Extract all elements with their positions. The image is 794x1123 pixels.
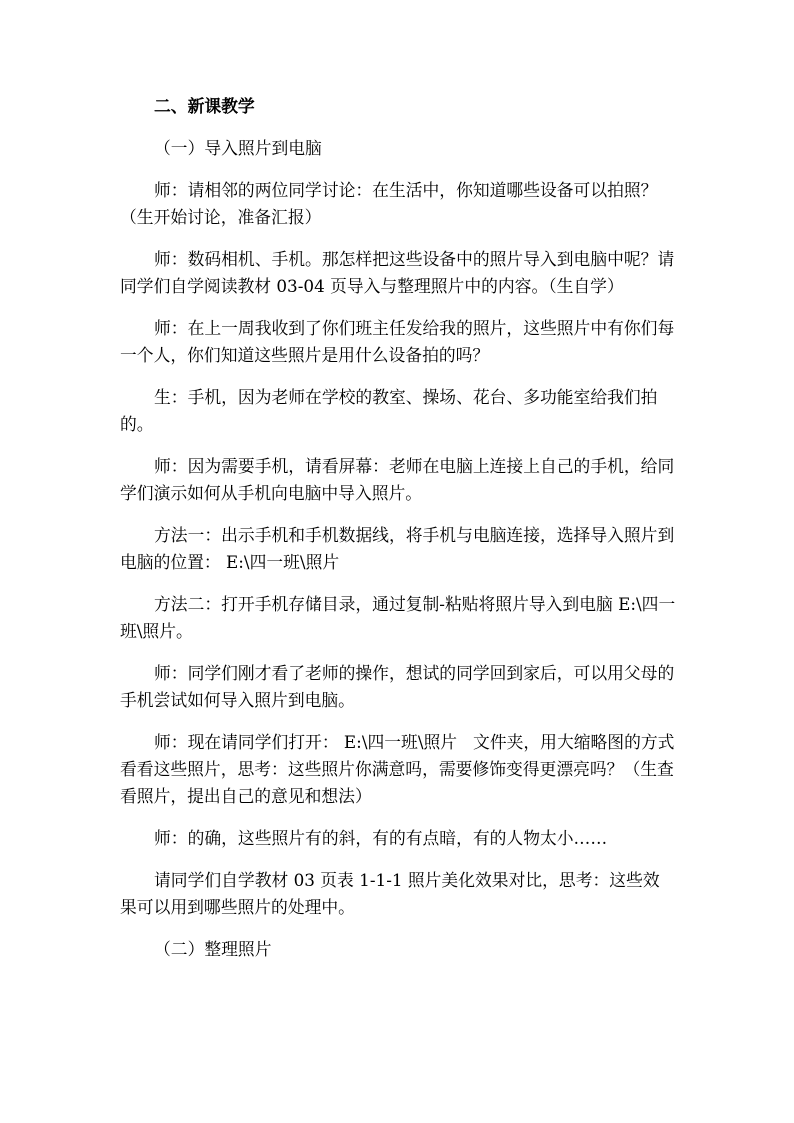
paragraph-2: 师：数码相机、手机。那怎样把这些设备中的照片导入到电脑中呢？请同学们自学阅读教材 03-04 页导入与整理照片中的内容。（生自学） xyxy=(120,249,675,296)
document-body xyxy=(120,93,676,978)
section-heading: 二、新课教学 xyxy=(154,96,255,116)
subsection-title-1: （一）导入照片到电脑 xyxy=(154,138,322,158)
paragraph-6: 方法一：出示手机和手机数据线，将手机与电脑连接，选择导入照片到电脑的位置： E:\四一班\照片 xyxy=(120,525,675,572)
paragraph-5: 师：因为需要手机，请看屏幕：老师在电脑上连接上自己的手机，给同学们演示如何从手机向电脑中导入照片。 xyxy=(120,456,675,503)
paragraph-10: 师：的确，这些照片有的斜，有的有点暗，有的人物太小…… xyxy=(154,828,608,848)
paragraph-8: 师：同学们刚才看了老师的操作，想试的同学回到家后，可以用父母的手机尝试如何导入照片到电脑。 xyxy=(120,663,675,710)
paragraph-11: 请同学们自学教材 03 页表 1-1-1 照片美化效果对比，思考：这些效果可以用到哪些照片的处理中。 xyxy=(120,870,660,917)
paragraph-3: 师：在上一周我收到了你们班主任发给我的照片，这些照片中有你们每一个人，你们知道这些照片是用什么设备拍的吗？ xyxy=(120,318,675,365)
paragraph-9: 师：现在请同学们打开： E:\四一班\照片 文件夹，用大缩略图的方式看看这些照片，思考：这些照片你满意吗，需要修饰变得更漂亮吗？（生查看照片，提出自己的意见和想法） xyxy=(120,732,675,806)
subsection-title-2: （二）整理照片 xyxy=(154,939,272,959)
paragraph-7: 方法二：打开手机存储目录，通过复制-粘贴将照片导入到电脑 E:\四一班\照片。 xyxy=(120,594,676,641)
paragraph-4: 生：手机，因为老师在学校的教室、操场、花台、多功能室给我们拍的。 xyxy=(120,387,658,434)
paragraph-1: 师：请相邻的两位同学讨论：在生活中，你知道哪些设备可以拍照？（生开始讨论，准备汇报） xyxy=(120,180,658,227)
